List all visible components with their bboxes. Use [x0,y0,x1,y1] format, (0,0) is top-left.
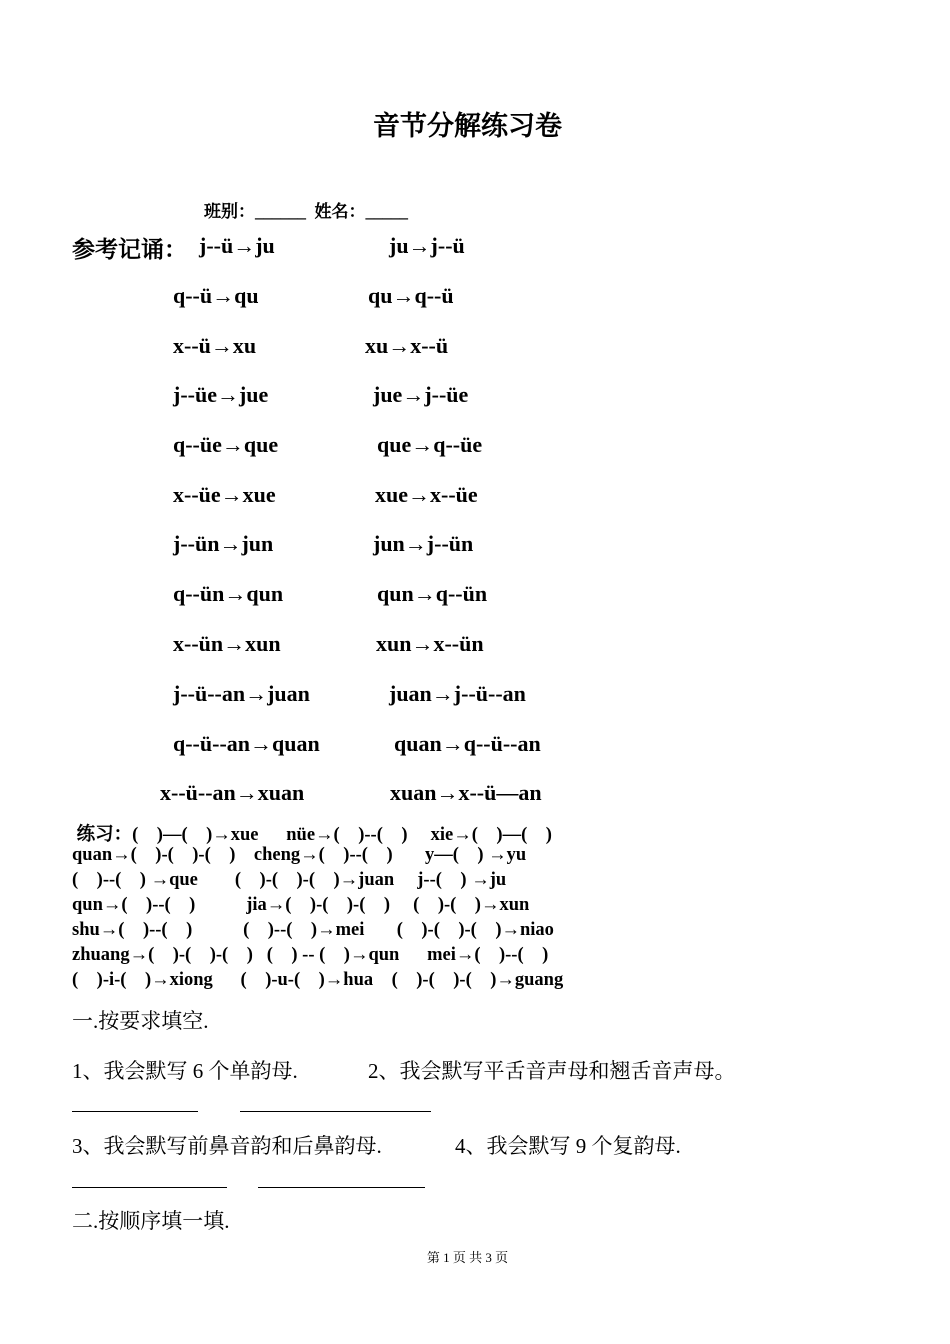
question-4: 4、我会默写 9 个复韵母. [455,1134,681,1158]
reference-right-10: juan→j--ü--an [389,681,526,706]
answer-blank-2[interactable] [240,1111,431,1112]
answer-blank-3[interactable] [72,1187,227,1188]
answer-blank-4[interactable] [258,1187,425,1188]
reference-left-4: j--üe→jue [173,382,269,407]
reference-left-11: q--ü--an→quan [173,731,320,756]
reference-left-12: x--ü--an→xuan [160,780,305,805]
reference-right-5: que→q--üe [377,432,483,457]
question-1: 1、我会默写 6 个单韵母. [72,1059,298,1083]
reference-left-5: q--üe→que [173,432,279,457]
section-2-heading: 二.按顺序填一填. [72,1209,230,1233]
reference-right-2: qu→q--ü [368,283,454,308]
question-2: 2、我会默写平舌音声母和翘舌音声母。 [368,1059,736,1083]
practice-line-4: qun→( )--( ) jia→( )-( )-( ) ( )-( )→xun [72,895,530,915]
page-title: 音节分解练习卷 [373,111,562,141]
question-3: 3、我会默写前鼻音韵和后鼻韵母. [72,1134,382,1158]
reference-left-10: j--ü--an→juan [173,681,310,706]
reference-right-4: jue→j--üe [373,382,469,407]
page-footer: 第 1 页 共 3 页 [426,1250,509,1265]
reference-left-9: x--ün→xun [173,631,281,656]
reference-left-7: j--ün→jun [173,531,274,556]
reference-right-3: xu→x--ü [365,333,449,358]
reference-left-2: q--ü→qu [173,283,259,308]
practice-line-2: quan→( )-( )-( ) cheng→( )--( ) y—( ) →yu [72,845,527,865]
answer-blank-1[interactable] [72,1111,198,1112]
practice-line-1: 练习：( )—( )→xue nüe→( )--( ) xie→( )—( ) [72,825,552,845]
reference-left-6: x--üe→xue [173,482,276,507]
reference-right-1: ju→j--ü [389,233,465,258]
reference-right-6: xue→x--üe [375,482,478,507]
reference-right-7: jun→j--ün [373,531,474,556]
practice-line-6: zhuang→( )-( )-( ) ( ) -- ( )→qun mei→( )--( ) [72,945,549,965]
class-name-line: 班别：______ 姓名：_____ [204,202,408,221]
practice-line-3: ( )--( ) →que ( )-( )-( )→juan j--( ) →ju [72,870,507,890]
reference-right-11: quan→q--ü--an [394,731,541,756]
reference-right-9: xun→x--ün [376,631,484,656]
reference-left-3: x--ü→xu [173,333,257,358]
reference-right-8: qun→q--ün [377,581,488,606]
practice-line-5: shu→( )--( ) ( )--( )→mei ( )-( )-( )→niao [72,920,554,940]
reference-left-1: j--ü→ju [199,233,275,258]
reference-left-8: q--ün→qun [173,581,284,606]
reference-right-12: xuan→x--ü—an [390,780,542,805]
section-1-heading: 一.按要求填空. [72,1009,209,1033]
practice-line-7: ( )-i-( )→xiong ( )-u-( )→hua ( )-( )-( )→guang [72,970,564,990]
reference-label: 参考记诵： [72,237,187,262]
